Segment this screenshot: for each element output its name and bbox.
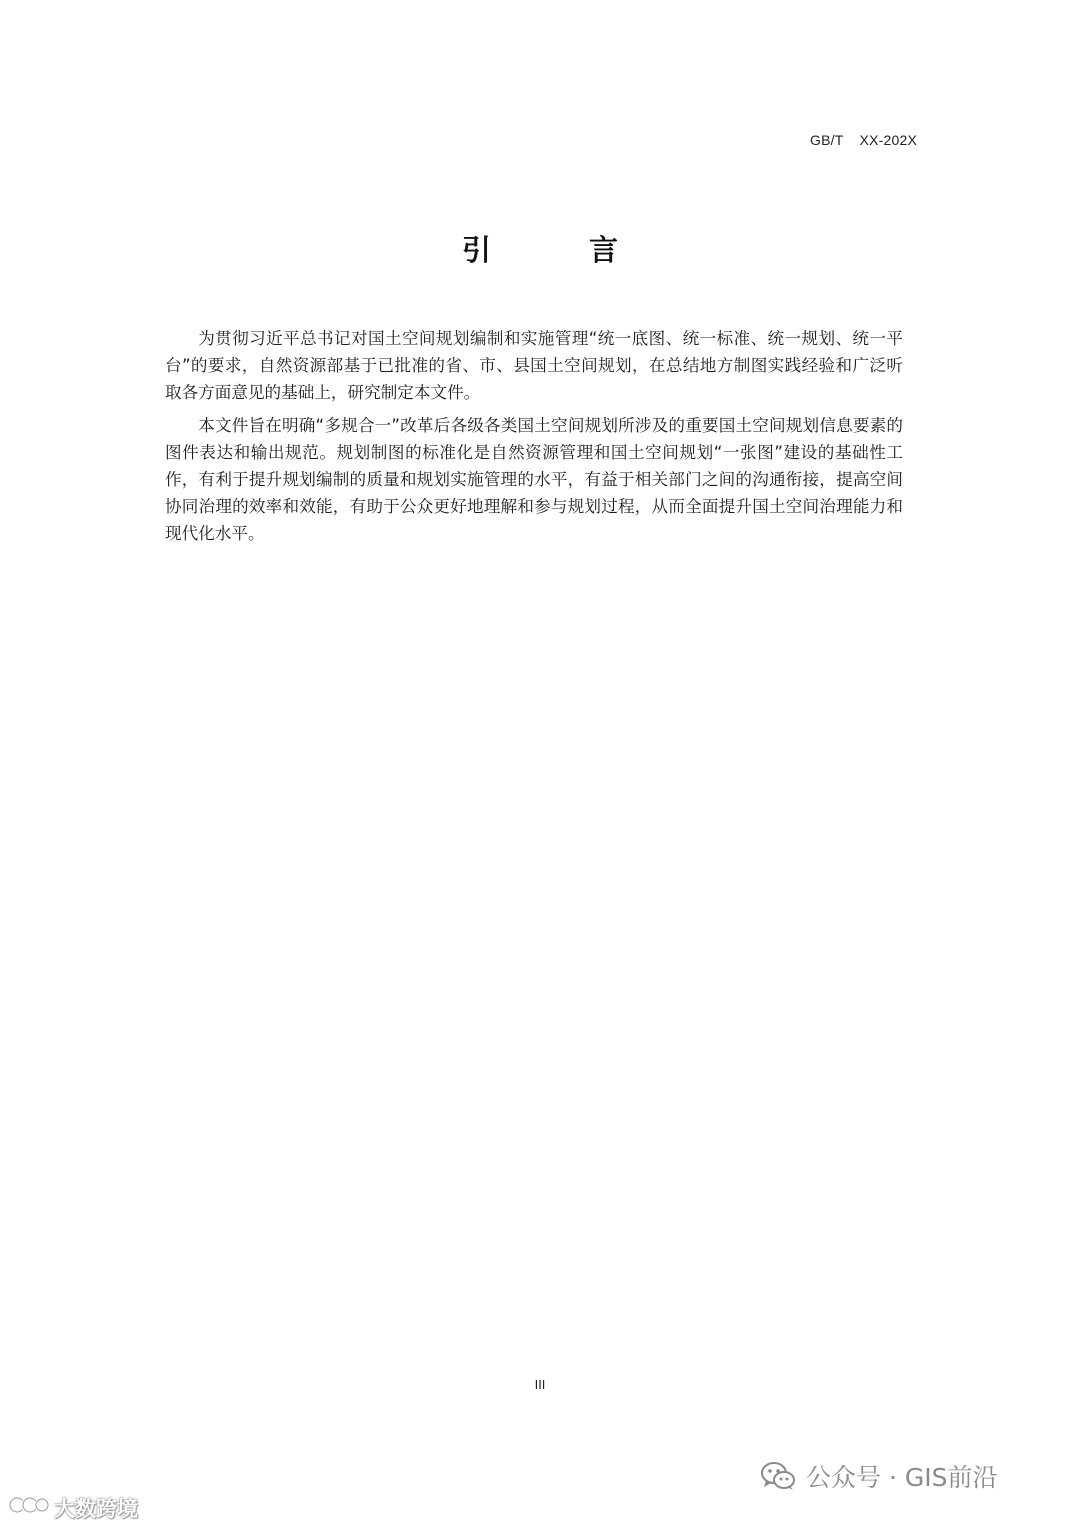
wechat-icon: [760, 1461, 796, 1491]
brand-watermark: [8, 1492, 138, 1523]
paragraph-2: 本文件旨在明确“多规合一”改革后各级各类国土空间规划所涉及的重要国土空间规划信息要素的图件表达和输出规范。规划制图的标准化是自然资源管理和国土空间规划“一张图”建设的基础性工作，有利于提升规划编制的质量和规划实施管理的水平，有益于相关部门之间的沟通衔接，提高空间协同治理的效率和效能，有助于公众更好地理解和参与规划过程，从而全面提升国土空间治理能力和现代化水平。: [165, 416, 903, 543]
wechat-watermark-text: 公众号 · GIS前沿: [806, 1463, 998, 1492]
page-title: 引 言: [461, 233, 663, 267]
page-number: III: [534, 1377, 546, 1392]
brand-watermark-text: 大数跨境: [54, 1496, 138, 1521]
body-text: [165, 325, 903, 553]
paragraph-1: 为贯彻习近平总书记对国土空间规划编制和实施管理“统一底图、统一标准、统一规划、统一平台”的要求，自然资源部基于已批准的省、市、县国土空间规划，在总结地方制图实践经验和广泛听取各方面意见的基础上，研究制定本文件。: [165, 329, 903, 402]
wechat-watermark: [760, 1458, 997, 1494]
document-code: GB/T XX-202X: [809, 132, 917, 148]
brand-logo-icon: [8, 1492, 50, 1523]
